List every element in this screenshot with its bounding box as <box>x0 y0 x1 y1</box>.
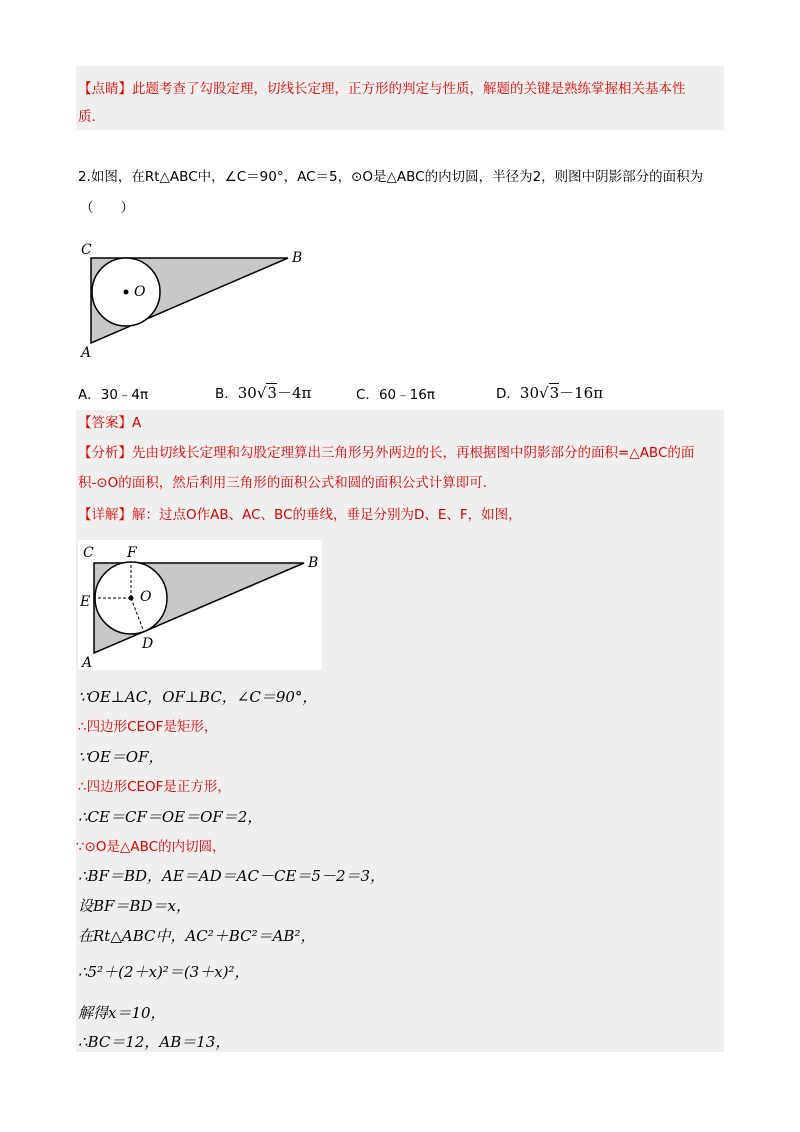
option-a[interactable]: A．30﹣4π <box>78 387 149 403</box>
answer-tag: 【答案】 <box>78 415 132 431</box>
step-12: ∴BC＝12，AB＝13， <box>78 1033 231 1051</box>
step-4: ∴四边形CEOF是正方形， <box>78 779 231 795</box>
detail-tag: 【详解】 <box>78 507 132 523</box>
option-c[interactable]: C．60﹣16π <box>356 387 435 403</box>
detail-line: 【详解】解：过点O作AB、AC、BC的垂线，垂足分别为D、E、F，如图， <box>78 507 522 523</box>
analysis-line-2: 积-⊙O的面积，然后利用三角形的面积公式和圆的面积公式计算即可． <box>78 475 497 491</box>
review-line-1: 【点睛】此题考查了勾股定理，切线长定理，正方形的判定与性质，解题的关键是熟练掌握相关基本性 <box>78 81 686 97</box>
center-point-2 <box>129 596 134 601</box>
step-11: 解得x＝10， <box>78 1004 166 1022</box>
label-f: F <box>127 545 137 561</box>
step-2: ∴四边形CEOF是矩形， <box>78 719 218 735</box>
step-9: 在Rt△ABC中，AC²＋BC²＝AB²， <box>78 927 316 945</box>
option-d[interactable]: D．30√3－16π <box>496 384 604 402</box>
review-tag: 【点睛】 <box>78 81 132 97</box>
analysis-tag: 【分析】 <box>78 445 132 461</box>
label-b-2: B <box>308 555 319 571</box>
triangle-incircle-figure <box>76 238 316 362</box>
label-a-2: A <box>82 655 93 670</box>
question-line-1: 2.如图，在Rt△ABC中，∠C＝90°，AC＝5，⊙O是△ABC的内切圆，半径为2，则图中阴影部分的面积为 <box>78 169 704 185</box>
option-b[interactable]: B．30√3－4π <box>215 384 312 402</box>
answer-value: A <box>132 415 142 431</box>
triangle-incircle-perpendiculars-figure <box>78 540 322 670</box>
step-3: ∵OE＝OF， <box>78 748 164 766</box>
review-band <box>76 66 724 130</box>
step-5: ∴CE＝CF＝OE＝OF＝2， <box>78 808 263 826</box>
step-1: ∵OE⊥AC，OF⊥BC，∠C＝90°， <box>78 688 318 706</box>
label-o-2: O <box>140 589 152 605</box>
question-line-2: （ ） <box>80 200 134 216</box>
label-d: D <box>142 636 154 652</box>
step-7: ∴BF＝BD，AE＝AD＝AC－CE＝5－2＝3， <box>78 867 386 885</box>
answer-line <box>78 414 141 432</box>
analysis-line-1: 【分析】先由切线长定理和勾股定理算出三角形另外两边的长，再根据图中阴影部分的面积=△ABC的面 <box>78 445 695 461</box>
review-line-2: 质． <box>78 109 105 125</box>
step-10: ∴5²＋(2＋x)²＝(3＋x)²， <box>78 963 250 981</box>
center-point <box>124 290 129 295</box>
label-b: B <box>292 250 303 266</box>
label-o: O <box>134 284 146 300</box>
label-a: A <box>81 345 92 361</box>
label-e: E <box>80 594 91 610</box>
step-6: ∵⊙O是△ABC的内切圆， <box>76 839 226 855</box>
label-c: C <box>81 242 92 258</box>
label-c-2: C <box>83 545 94 561</box>
step-8: 设BF＝BD＝x， <box>78 897 191 915</box>
